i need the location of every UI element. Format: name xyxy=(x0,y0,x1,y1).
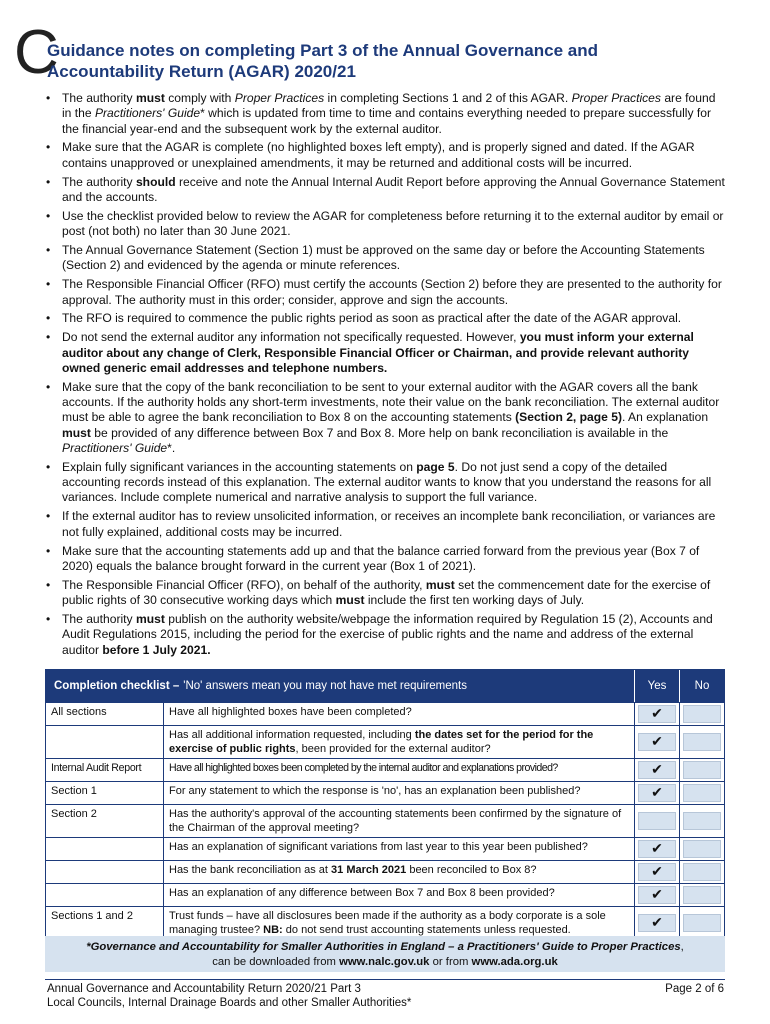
checklist-row xyxy=(46,860,724,883)
checklist-row xyxy=(46,758,724,781)
text-run: The Responsible Financial Officer (RFO) must certify the accounts (Section 2) before they are presented to the authority for approval. The authority must in this order; consider, approve and sign the accounts. xyxy=(62,277,722,307)
checklist-yes-cell xyxy=(635,838,679,860)
checklist-no-cell xyxy=(679,759,724,781)
checklist-question xyxy=(164,861,635,883)
text-run: comply with xyxy=(164,91,235,105)
text-run: are found in the xyxy=(62,91,716,121)
checklist-row xyxy=(46,906,724,939)
text-run: Has an explanation of significant variations from last year to this year been published? xyxy=(169,841,588,853)
text-run: include the first ten working days of July. xyxy=(364,593,585,608)
guide-or-text: or from xyxy=(429,956,472,968)
checklist-row xyxy=(46,781,724,804)
text-run: must xyxy=(425,577,455,592)
text-run: The authority xyxy=(62,174,136,189)
text-run: should xyxy=(135,174,176,189)
text-run: Practitioners' Guide xyxy=(62,440,168,455)
text-run: Proper Practices xyxy=(234,91,325,105)
text-run: Have all highlighted boxes have been completed? xyxy=(169,706,412,718)
checklist-section-label: Section 1 xyxy=(46,782,164,804)
guidance-bullet xyxy=(46,612,726,658)
tick-icon: ✔ xyxy=(651,914,663,931)
guide-title-tail: , xyxy=(680,941,684,953)
text-run: (Section 2, page 5) xyxy=(515,410,622,425)
guidance-bullet xyxy=(46,509,726,540)
checklist-no-cell xyxy=(679,884,724,906)
tick-icon: ✔ xyxy=(651,784,663,801)
text-run: Make sure that the copy of the bank reconciliation to be sent to your external auditor with the AGAR covers all the bank accounts. If the authority holds any short-term investments, note their value on the bank reconciliation. The external auditor must be able to agree the bank reconciliation to Box 8 on the accounting statements xyxy=(62,379,720,425)
tick-icon: ✔ xyxy=(651,840,663,857)
text-run: be provided of any difference between Box 7 and Box 8. More help on bank reconciliation is available in the xyxy=(90,425,669,440)
checklist-no-checkbox[interactable] xyxy=(683,914,721,932)
checklist-yes-cell xyxy=(635,907,679,939)
checklist-yes-checkbox[interactable] xyxy=(638,784,676,802)
no-column-header: No xyxy=(679,670,724,702)
checklist-no-checkbox[interactable] xyxy=(683,840,721,858)
checklist-yes-checkbox[interactable] xyxy=(638,705,676,723)
checklist-yes-cell xyxy=(635,861,679,883)
checklist-question xyxy=(164,703,635,725)
checklist-yes-cell xyxy=(635,703,679,725)
checklist-caption xyxy=(46,670,634,702)
text-run: must xyxy=(62,425,91,440)
text-run: Has all additional information requested, including xyxy=(169,729,415,741)
text-run: The RFO is required to commence the public rights period as soon as practical after the date of the AGAR approval. xyxy=(62,311,682,326)
text-run: The Annual Governance Statement (Section 1) must be approved on the same day or before the Accounting Statements (Section 2) and evidenced by the agenda or minute references. xyxy=(62,243,705,273)
footer-line-2: Local Councils, Internal Drainage Boards and other Smaller Authorities* xyxy=(47,996,412,1009)
footer-line-1: Annual Governance and Accountability Return 2020/21 Part 3 xyxy=(47,983,361,995)
checklist-question xyxy=(164,759,635,781)
checklist-yes-cell xyxy=(635,805,679,837)
checklist-question xyxy=(164,805,635,837)
checklist-header xyxy=(46,670,724,702)
ada-link[interactable]: www.ada.org.uk xyxy=(471,956,558,968)
guidance-bullet xyxy=(46,460,726,506)
guide-download-text: can be downloaded from xyxy=(212,956,340,968)
checklist-row xyxy=(46,883,724,906)
checklist-question xyxy=(164,726,635,758)
checklist-question xyxy=(164,884,635,906)
checklist-yes-cell xyxy=(635,726,679,758)
footer-left xyxy=(47,983,411,1010)
checklist-no-cell xyxy=(679,726,724,758)
text-run: Make sure that the AGAR is complete (no highlighted boxes left empty), and is properly signed and dated. If the AGAR contains unapproved or unexplained amendments, it may be returned and additional costs will be incurred. xyxy=(62,140,695,170)
checklist-section-label xyxy=(46,884,164,906)
checklist-yes-cell xyxy=(635,782,679,804)
completion-checklist-table xyxy=(45,669,725,940)
text-run: If the external auditor has to review unsolicited information, or receives an incomplete bank reconciliation, or variances are not fully explained, additional costs may be incurred. xyxy=(62,509,716,539)
page-number: Page 2 of 6 xyxy=(665,983,724,995)
text-run: you must inform your external auditor about any change of Clerk, Responsible Financial Officer or Chairman, and provide relevant authority owned generic email addresses and telephone numbers. xyxy=(62,330,694,375)
text-run: been reconciled to Box 8? xyxy=(406,864,537,876)
checklist-section-label xyxy=(46,838,164,860)
checklist-no-checkbox[interactable] xyxy=(683,784,721,802)
guidance-bullet xyxy=(46,91,726,137)
checklist-yes-checkbox[interactable] xyxy=(638,886,676,904)
guidance-bullet xyxy=(46,140,726,171)
text-run: The authority xyxy=(62,91,136,105)
checklist-row xyxy=(46,702,724,725)
checklist-row xyxy=(46,725,724,758)
tick-icon: ✔ xyxy=(651,863,663,880)
checklist-caption-bold: Completion checklist – xyxy=(54,680,180,692)
checklist-row xyxy=(46,804,724,837)
text-run: publish on the authority website/webpage the information required by Regulation 15 (2), Accounts and Audit Regulations 2015, including the period for the exercise of public rights and the name and address of the external auditor xyxy=(62,611,713,657)
page-title: Guidance notes on completing Part 3 of the Annual Governance and Accountability Return (AGAR) 2020/21 xyxy=(47,41,599,81)
text-run: must xyxy=(335,593,365,608)
checklist-caption-text: 'No' answers mean you may not have met requirements xyxy=(183,680,467,692)
tick-icon: ✔ xyxy=(651,761,663,778)
text-run: *. xyxy=(167,440,176,455)
yes-column-header: Yes xyxy=(634,670,679,702)
text-run: Explain fully significant variances in the accounting statements on xyxy=(62,459,417,474)
checklist-yes-checkbox[interactable] xyxy=(638,863,676,881)
checklist-section-label xyxy=(46,726,164,758)
guidance-bullet xyxy=(46,209,726,240)
guidance-bullet xyxy=(46,330,726,376)
guidance-bullet xyxy=(46,578,726,609)
checklist-yes-cell xyxy=(635,759,679,781)
guidance-bullet xyxy=(46,277,726,308)
text-run: receive and note the Annual Internal Audit Report before approving the Annual Governance Statement and the accounts. xyxy=(62,174,725,204)
text-run: Trust funds – have all disclosures been made if the authority as a body corporate is a sole managing trustee? xyxy=(169,910,606,936)
checklist-no-checkbox[interactable] xyxy=(683,863,721,881)
text-run: 31 March 2021 xyxy=(331,864,407,876)
text-run: Has the authority's approval of the accounting statements been confirmed by the signature of the Chairman of the approval meeting? xyxy=(169,808,622,834)
guide-title: *Governance and Accountability for Smaller Authorities in England – a Practitioners' Guide to Proper Practices xyxy=(86,941,681,953)
text-run: page 5 xyxy=(416,459,455,474)
text-run: set the commencement date for the exercise of public rights of 30 consecutive working days which xyxy=(62,577,711,608)
checklist-no-checkbox[interactable] xyxy=(683,733,721,751)
nalc-link[interactable]: www.nalc.gov.uk xyxy=(339,956,430,968)
checklist-row xyxy=(46,837,724,860)
text-run: must xyxy=(135,611,165,626)
checklist-no-cell xyxy=(679,861,724,883)
text-run: must xyxy=(135,91,165,105)
practitioners-guide-note xyxy=(45,936,725,972)
text-run: NB: xyxy=(263,923,283,936)
checklist-yes-checkbox[interactable] xyxy=(638,840,676,858)
text-run: before 1 July 2021. xyxy=(102,642,211,657)
tick-icon: ✔ xyxy=(651,733,663,750)
text-run: the dates set for the period for the exercise of public rights xyxy=(169,729,594,755)
checklist-section-label xyxy=(46,861,164,883)
checklist-section-label: Sections 1 and 2 xyxy=(46,907,164,939)
text-run: Make sure that the accounting statements add up and that the balance carried forward from the previous year (Box 7 of 2020) equals the balance brought forward in the current year (Box 1 of 2021). xyxy=(62,543,700,573)
checklist-section-label: All sections xyxy=(46,703,164,725)
checklist-yes-cell xyxy=(635,884,679,906)
checklist-no-checkbox[interactable] xyxy=(683,812,721,830)
text-run: Do not send the external auditor any information not specifically requested. However, xyxy=(62,330,520,345)
text-run: For any statement to which the response is 'no', has an explanation been published? xyxy=(169,785,581,797)
text-run: . An explanation xyxy=(622,410,709,425)
guidance-bullet xyxy=(46,311,726,326)
checklist-question xyxy=(164,907,635,939)
checklist-no-checkbox[interactable] xyxy=(683,761,721,779)
tick-icon: ✔ xyxy=(651,886,663,903)
text-run: Proper Practices xyxy=(571,91,661,105)
guidance-bullet-list xyxy=(46,91,726,661)
checklist-yes-checkbox[interactable] xyxy=(638,914,676,932)
text-run: * which is updated from time to time and contains everything needed to prepare successfully for the financial year-end and the subsequent work by the external auditor. xyxy=(62,106,712,136)
guidance-bullet xyxy=(46,544,726,575)
decorative-letter-c: C xyxy=(14,18,59,87)
text-run: Has an explanation of any difference between Box 7 and Box 8 been provided? xyxy=(169,887,555,899)
checklist-yes-checkbox[interactable] xyxy=(638,733,676,751)
text-run: Has the bank reconciliation as at xyxy=(169,864,332,876)
text-run: Use the checklist provided below to review the AGAR for completeness before returning it to the external auditor by email or post (not both) no later than 30 June 2021. xyxy=(62,208,724,239)
text-run: in completing Sections 1 and 2 of this AGAR. xyxy=(324,91,572,105)
checklist-question xyxy=(164,838,635,860)
checklist-section-label: Section 2 xyxy=(46,805,164,837)
checklist-no-cell xyxy=(679,782,724,804)
checklist-yes-checkbox[interactable] xyxy=(638,761,676,779)
guidance-bullet xyxy=(46,380,726,456)
text-run: Have all highlighted boxes been completed by the internal auditor and explanations provided? xyxy=(169,762,558,774)
guidance-bullet xyxy=(46,175,726,206)
text-run: do not send trust accounting statements unless requested. xyxy=(282,923,571,936)
guidance-bullet xyxy=(46,243,726,274)
checklist-no-checkbox[interactable] xyxy=(683,886,721,904)
tick-icon: ✔ xyxy=(651,705,663,722)
checklist-no-cell xyxy=(679,907,724,939)
checklist-no-checkbox[interactable] xyxy=(683,705,721,723)
text-run: Practitioners' Guide xyxy=(94,106,201,121)
checklist-section-label: Internal Audit Report xyxy=(46,759,164,781)
text-run: , been provided for the external auditor? xyxy=(295,742,491,755)
text-run: The Responsible Financial Officer (RFO), on behalf of the authority, xyxy=(62,577,426,592)
text-run: . Do not just send a copy of the detailed accounting records instead of this explanation. The external auditor wants to know that you understand the reasons for all variances. Include complete numerical and narrative analysis to support the full variance. xyxy=(62,459,712,505)
text-run: The authority xyxy=(62,611,136,626)
checklist-question xyxy=(164,782,635,804)
checklist-no-cell xyxy=(679,703,724,725)
checklist-yes-checkbox[interactable] xyxy=(638,812,676,830)
checklist-no-cell xyxy=(679,838,724,860)
checklist-no-cell xyxy=(679,805,724,837)
footer-divider xyxy=(45,979,725,980)
